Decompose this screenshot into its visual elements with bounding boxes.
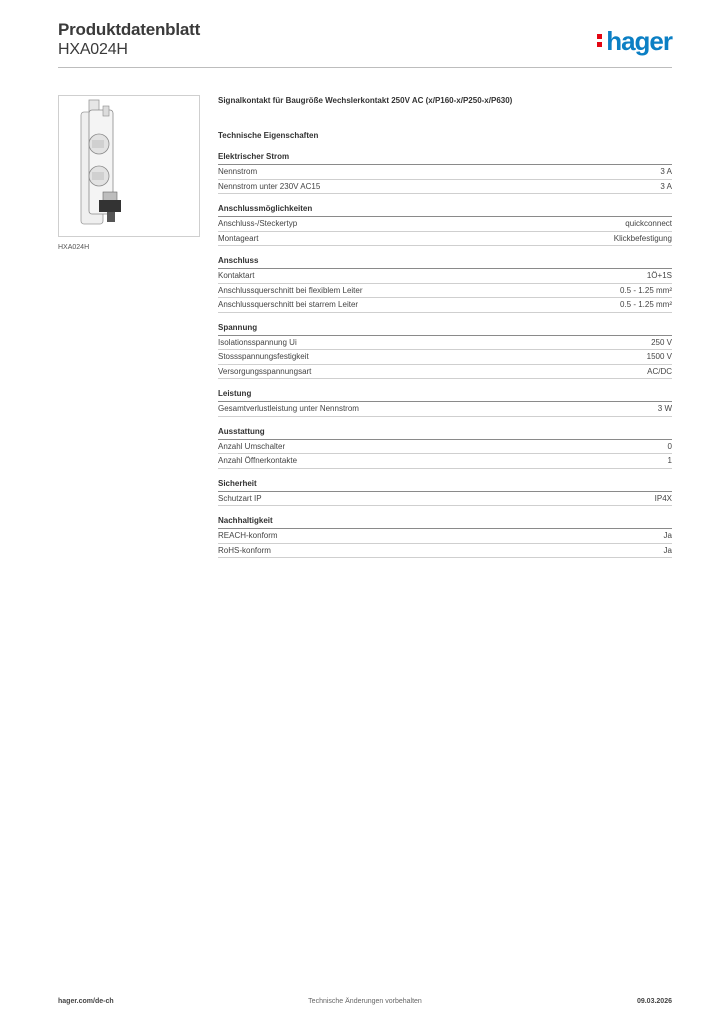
- hager-logo: hager: [597, 26, 672, 57]
- spec-row: [218, 544, 672, 559]
- page-title: Produktdatenblatt: [58, 20, 201, 39]
- spec-label: Anschlussquerschnitt bei flexiblem Leiter: [218, 285, 363, 295]
- spec-row: [218, 269, 672, 284]
- spec-section: [218, 152, 672, 194]
- section-title: Leistung: [218, 389, 672, 402]
- spec-section: [218, 389, 672, 417]
- spec-label: Kontaktart: [218, 271, 255, 280]
- spec-value: AC/DC: [647, 366, 672, 376]
- spec-label: Schutzart IP: [218, 493, 262, 503]
- footer-website: hager.com/de-ch: [58, 998, 114, 1005]
- spec-section: [218, 256, 672, 313]
- image-caption: HXA024H: [58, 244, 90, 251]
- spec-label: RoHS-konform: [218, 545, 271, 555]
- spec-label: Montageart: [218, 233, 259, 243]
- spec-row: [218, 336, 672, 351]
- product-illustration-icon: [59, 96, 199, 236]
- spec-section: [218, 427, 672, 469]
- spec-row: [218, 180, 672, 195]
- spec-row: [218, 350, 672, 365]
- section-title: Ausstattung: [218, 427, 672, 440]
- spec-value: 1500 V: [646, 352, 672, 361]
- spec-label: Anschluss-/Steckertyp: [218, 219, 298, 228]
- spec-label: Anzahl Umschalter: [218, 441, 286, 451]
- spec-value: 1Ö+1S: [646, 271, 672, 280]
- properties-heading: Technische Eigenschaften: [218, 131, 319, 140]
- spec-section: [218, 204, 672, 246]
- section-title: Elektrischer Strom: [218, 152, 672, 165]
- spec-label: Anschlussquerschnitt bei starrem Leiter: [218, 300, 359, 309]
- spec-value: 3 A: [660, 167, 672, 176]
- product-image: [58, 95, 200, 237]
- spec-row: [218, 284, 672, 299]
- section-title: Anschlussmöglichkeiten: [218, 204, 672, 217]
- product-description: Signalkontakt für Baugröße Wechslerkontakt 250V AC (x/P160-x/P250-x/P630): [218, 96, 513, 105]
- spec-value: Ja: [663, 531, 672, 540]
- spec-row: [218, 298, 672, 313]
- spec-value: 0.5 - 1.25 mm²: [619, 285, 672, 295]
- spec-value: 250 V: [651, 337, 672, 347]
- spec-row: [218, 492, 672, 507]
- section-title: Nachhaltigkeit: [218, 516, 672, 529]
- spec-sections: [218, 152, 672, 558]
- spec-section: [218, 479, 672, 507]
- logo-dots-icon: [597, 31, 604, 50]
- spec-value: 0: [667, 441, 672, 451]
- spec-label: Versorgungsspannungsart: [218, 366, 312, 376]
- spec-value: quickconnect: [625, 219, 672, 228]
- spec-row: [218, 217, 672, 232]
- spec-row: [218, 365, 672, 380]
- spec-section: [218, 516, 672, 558]
- section-title: Sicherheit: [218, 479, 672, 492]
- spec-label: Stossspannungsfestigkeit: [218, 352, 309, 361]
- spec-label: Gesamtverlustleistung unter Nennstrom: [218, 404, 359, 413]
- spec-value: 3 W: [657, 404, 672, 413]
- spec-row: [218, 165, 672, 180]
- product-code: HXA024H: [58, 41, 128, 58]
- spec-row: [218, 402, 672, 417]
- spec-section: [218, 323, 672, 380]
- spec-label: Isolationsspannung Ui: [218, 337, 297, 347]
- spec-value: 3 A: [660, 181, 672, 191]
- spec-value: IP4X: [654, 493, 672, 503]
- spec-label: REACH-konform: [218, 531, 278, 540]
- spec-value: 0.5 - 1.25 mm²: [619, 300, 672, 309]
- spec-label: Nennstrom unter 230V AC15: [218, 181, 321, 191]
- spec-row: [218, 232, 672, 247]
- spec-label: Anzahl Öffnerkontakte: [218, 456, 298, 465]
- spec-value: Klickbefestigung: [613, 233, 672, 243]
- footer-notice: Technische Änderungen vorbehalten: [308, 998, 422, 1005]
- section-title: Anschluss: [218, 256, 672, 269]
- spec-row: [218, 440, 672, 455]
- spec-label: Nennstrom: [218, 167, 258, 176]
- spec-row: [218, 529, 672, 544]
- page-header: [58, 20, 200, 59]
- footer-date: 09.03.2026: [636, 998, 672, 1005]
- section-title: Spannung: [218, 323, 672, 336]
- spec-value: Ja: [663, 545, 672, 555]
- spec-value: 1: [667, 456, 672, 465]
- spec-row: [218, 454, 672, 469]
- header-divider: [58, 67, 672, 68]
- spec-content: [218, 96, 672, 568]
